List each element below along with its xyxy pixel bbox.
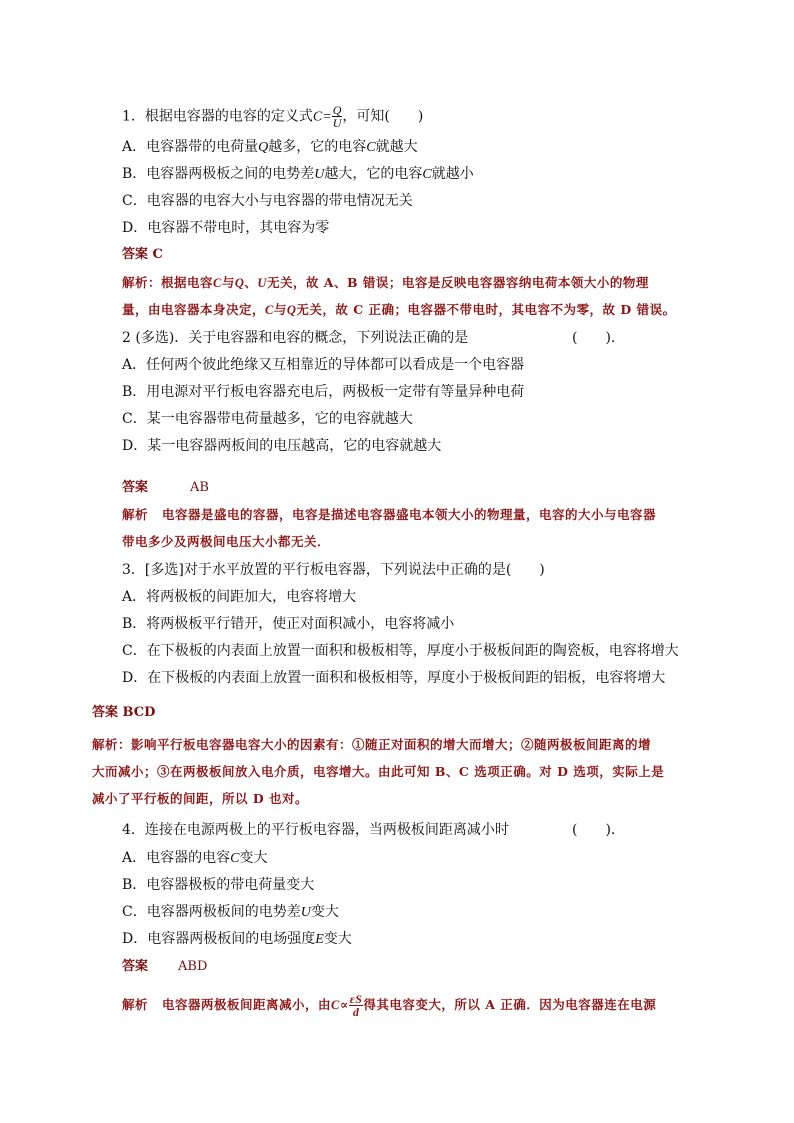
q4-option-b: B．电容器极板的带电荷量变大 xyxy=(122,877,315,893)
q2-exp-text1: 电容器是盛电的容器，电容是描述电容器盛电本领大小的物理量，电容的大小与电容器 xyxy=(162,507,657,522)
q4-answer-value: ABD xyxy=(178,959,208,974)
q3-stem: 3．[多选]对于水平放置的平行板电容器，下列说法中正确的是( ) xyxy=(122,562,545,578)
q1-exp2-v1: C xyxy=(265,303,274,317)
q4-answer-label: 答案 xyxy=(122,959,149,974)
q1-stem-tail: ，可知( ) xyxy=(342,108,424,125)
q4-exp-formula-fraction xyxy=(349,993,364,1018)
q2-explanation-line1 xyxy=(122,505,656,525)
q1-exp2-t1: 量，由电容器本身决定， xyxy=(122,302,266,317)
q3-option-c: C．在下极板的内表面上放置一面积和极板相等，厚度小于极板间距的陶瓷板，电容将增大 xyxy=(122,643,679,659)
q4-stem: 4．连接在电源两极上的平行板电容器，当两极板间距离减小时 xyxy=(122,822,509,838)
q1-b-var1: U xyxy=(314,167,325,182)
q2-explanation-line2: 带电多少及两极间电压大小都无关． xyxy=(122,534,331,549)
q4-a-text2: 变大 xyxy=(239,850,268,866)
q4-exp-formula-numerator: εS xyxy=(349,992,363,1006)
q3-option-b: B．将两极板平行错开，使正对面积减小，电容将减小 xyxy=(122,616,455,632)
q1-b-text1: B．电容器两极板之间的电势差 xyxy=(122,166,315,182)
q3-option-d: D．在下极板的内表面上放置一面积和极板相等，厚度小于极板间距的铝板，电容将增大 xyxy=(122,670,666,686)
q2-option-d: D．某一电容器两板间的电压越高，它的电容就越大 xyxy=(122,438,442,454)
q1-exp1-t3: 、 xyxy=(244,275,258,290)
q4-a-var: C xyxy=(230,851,240,866)
q1-formula-numerator: Q xyxy=(332,103,342,117)
q1-explanation-line2 xyxy=(122,300,676,320)
q1-option-b xyxy=(122,164,474,185)
q3-explanation-line1: 解析：影响平行板电容器电容大小的因素有：①随正对面积的增大而增大；②随两极板间距离的增 xyxy=(92,737,652,752)
q1-option-c: C．电容器的电容大小与电容器的带电情况无关 xyxy=(122,193,413,209)
q1-exp1-t1: 解析：根据电容 xyxy=(122,275,214,290)
q2-answer-paren: ( )． xyxy=(572,330,625,346)
q1-exp2-t2: 与 xyxy=(273,302,287,317)
q4-option-d xyxy=(122,929,352,950)
q1-a-text2: 越多，它的电容 xyxy=(268,139,367,155)
q4-c-var: U xyxy=(300,905,311,920)
q4-a-text1: A．电容器的电容 xyxy=(122,850,231,866)
q1-a-var1: Q xyxy=(258,140,269,155)
q1-explanation-line1 xyxy=(122,273,649,293)
q4-explanation-line1 xyxy=(122,992,656,1018)
q4-c-text1: C．电容器两极板间的电势差 xyxy=(122,904,301,920)
q1-formula-fraction xyxy=(332,104,343,129)
q2-answer-value: AB xyxy=(190,480,209,495)
q1-option-d: D．电容器不带电时，其电容为零 xyxy=(122,220,330,236)
q1-b-var2: C xyxy=(422,167,432,182)
q1-exp1-v3: U xyxy=(257,276,267,290)
q1-answer: 答案 C xyxy=(122,247,163,262)
q4-option-a xyxy=(122,848,267,869)
q1-exp2-t3: 无关，故 C 正确；电容器不带电时，其电容不为零，故 D 错误。 xyxy=(296,302,676,317)
q3-option-a: A．将两极板的间距加大，电容将增大 xyxy=(122,589,357,605)
q4-exp-label: 解析 xyxy=(122,997,149,1012)
q4-exp-text1: 电容器两极板间距离减小，由 xyxy=(162,997,332,1012)
q4-d-var: E xyxy=(315,932,324,947)
q2-answer-label: 答案 xyxy=(122,480,149,495)
q1-a-var2: C xyxy=(366,140,376,155)
q4-exp-formula-denominator: d xyxy=(352,1005,360,1019)
q4-d-text2: 变大 xyxy=(323,931,352,947)
q4-exp-formula-lhs: C∝ xyxy=(331,998,349,1012)
q1-exp1-t2: 与 xyxy=(221,275,235,290)
q1-exp1-v2: Q xyxy=(234,276,245,290)
q4-d-text1: D．电容器两极板间的电场强度 xyxy=(122,931,316,947)
q1-a-text1: A．电容器带的电荷量 xyxy=(122,139,259,155)
q1-exp2-v2: Q xyxy=(286,303,297,317)
q4-answer-paren: ( )． xyxy=(572,822,625,838)
q3-explanation-line3: 减小了平行板的间距，所以 D 也对。 xyxy=(92,791,309,806)
q2-option-a: A．任何两个彼此绝缘又互相靠近的导体都可以看成是一个电容器 xyxy=(122,357,525,373)
q3-explanation-line2: 大而减小；③在两极板间放入电介质，电容增大。由此可知 B、C 选项正确。对 D 选项，实际上是 xyxy=(92,764,665,779)
q1-stem-text: 1．根据电容器的电容的定义式 xyxy=(122,108,313,125)
q2-exp-label: 解析 xyxy=(122,507,149,522)
q1-formula-lhs: C= xyxy=(312,109,332,125)
q4-option-c xyxy=(122,902,339,923)
q1-option-a xyxy=(122,137,418,158)
q2-option-b: B．用电源对平行板电容器充电后，两极板一定带有等量异种电荷 xyxy=(122,384,525,400)
q1-exp1-t4: 无关，故 A、B 错误；电容是反映电容器容纳电荷本领大小的物理 xyxy=(266,275,649,290)
q3-answer: 答案 BCD xyxy=(92,705,156,720)
q1-b-text3: 就越小 xyxy=(431,166,474,182)
q1-exp1-v1: C xyxy=(213,276,222,290)
q2-option-c: C．某一电容器带电荷量越多，它的电容就越大 xyxy=(122,411,413,427)
q4-c-text2: 变大 xyxy=(310,904,339,920)
q4-exp-text2: 得其电容变大，所以 A 正确．因为电容器连在电源 xyxy=(363,997,657,1012)
q1-b-text2: 越大，它的电容 xyxy=(324,166,423,182)
q2-stem: 2 (多选)．关于电容器和电容的概念，下列说法正确的是 xyxy=(122,330,469,346)
q1-stem xyxy=(122,104,423,129)
q1-formula-denominator: U xyxy=(332,116,342,130)
q1-a-text3: 就越大 xyxy=(375,139,418,155)
